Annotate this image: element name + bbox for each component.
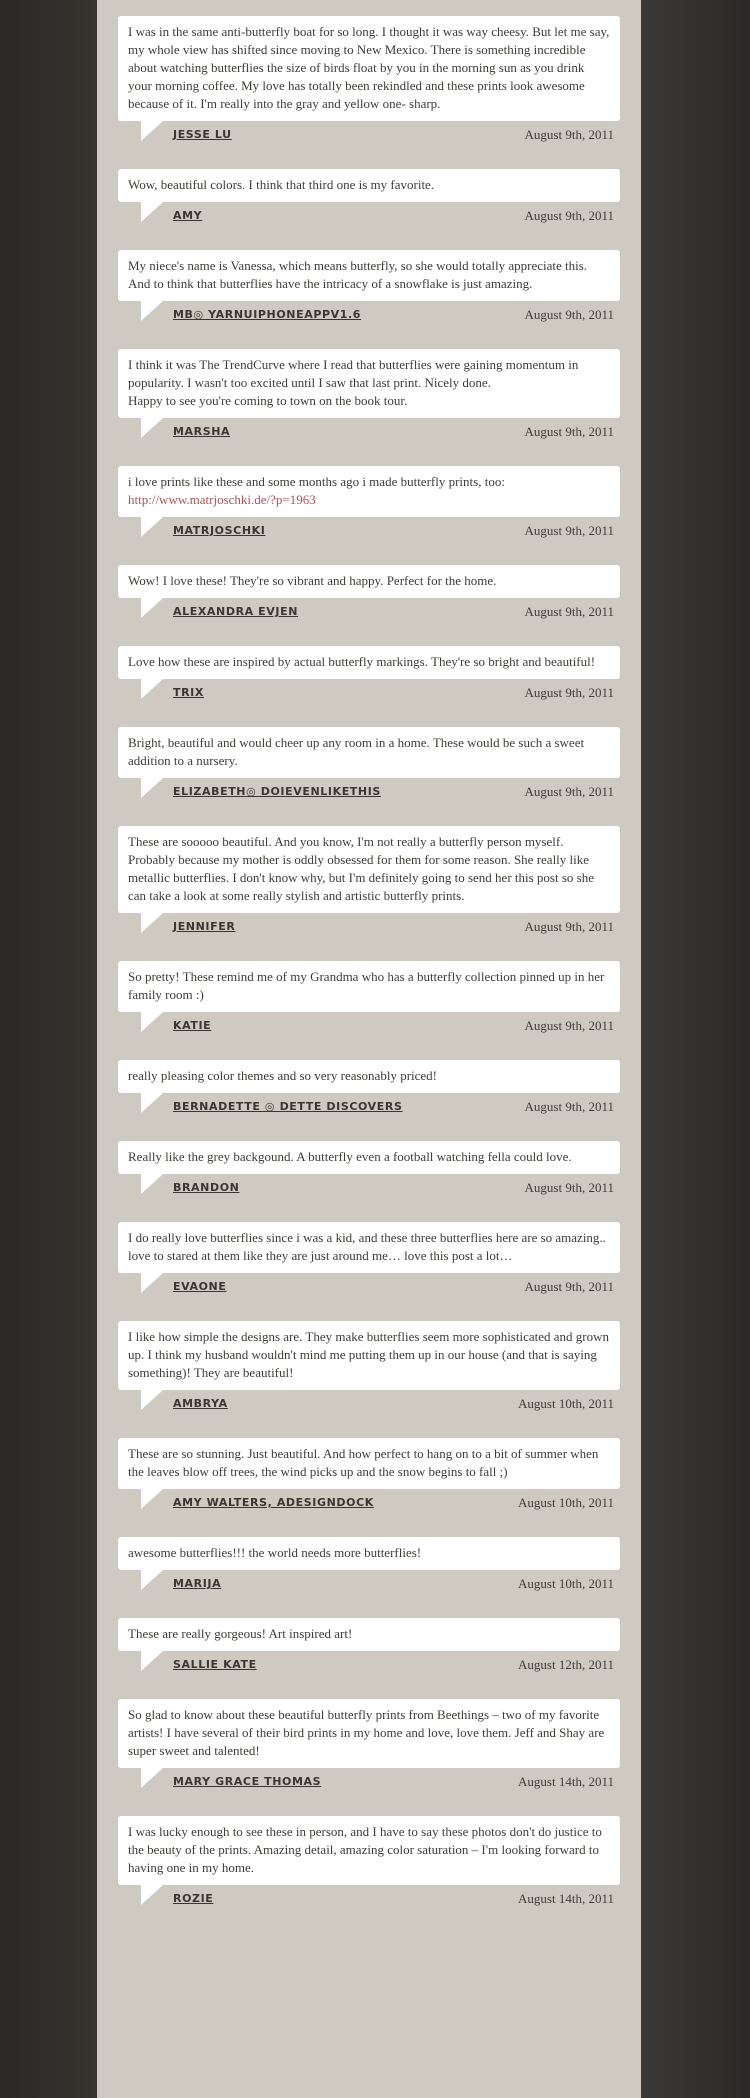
comment-bubble (118, 169, 620, 202)
comment-author-link[interactable]: MB◎ YARNUIPHONEAPPV1.6 (173, 308, 362, 321)
comment-date: August 9th, 2011 (524, 1180, 614, 1195)
comment-item (118, 16, 620, 155)
comment-meta (118, 1012, 620, 1046)
comment-date: August 14th, 2011 (518, 1891, 614, 1906)
comment-author-link[interactable]: MARSHA (173, 425, 231, 438)
comment-meta (118, 679, 620, 713)
speech-tail-icon (141, 121, 163, 141)
speech-tail-icon (141, 1012, 163, 1032)
comment-meta (118, 1174, 620, 1208)
comment-meta (118, 1489, 620, 1523)
comment-date: August 9th, 2011 (524, 685, 614, 700)
speech-tail-icon (141, 517, 163, 537)
comment-item (118, 1222, 620, 1307)
comment-author-link[interactable]: MARIJA (173, 1577, 222, 1590)
comment-item (118, 1438, 620, 1523)
comment-author-link[interactable]: BRANDON (173, 1181, 240, 1194)
comment-date: August 9th, 2011 (524, 307, 614, 322)
comment-bubble (118, 1321, 620, 1390)
comment-bubble (118, 1537, 620, 1570)
comment-author-link[interactable]: ROZIE (173, 1892, 214, 1905)
comment-date: August 9th, 2011 (524, 523, 614, 538)
speech-tail-icon (141, 1273, 163, 1293)
speech-tail-icon (141, 1174, 163, 1194)
comment-date: August 14th, 2011 (518, 1774, 614, 1789)
comment-author-link[interactable]: EVAONE (173, 1280, 227, 1293)
comment-bubble (118, 1618, 620, 1651)
comment-item (118, 1321, 620, 1424)
comment-date: August 9th, 2011 (524, 1099, 614, 1114)
comment-author-link[interactable]: BERNADETTE ◎ DETTE DISCOVERS (173, 1100, 403, 1113)
comment-text: I was in the same anti-butterfly boat for so long. I thought it was way cheesy. But let me say, my whole view has shifted since moving to New Mexico. There is something incredible about watching butterflies the size of birds float by you in the morning sun as you drink your morning coffee. My love has totally been rekindled and these prints look awesome because of it. I'm really into the gray and yellow one- sharp. (128, 24, 610, 111)
comment-text: Wow, beautiful colors. I think that third one is my favorite. (128, 177, 435, 192)
comment-meta (118, 202, 620, 236)
comment-author-link[interactable]: MARY GRACE THOMAS (173, 1775, 322, 1788)
comment-meta (118, 1768, 620, 1802)
comment-text: My niece's name is Vanessa, which means butterfly, so she would totally appreciate this. And to think that butterflies have the intricacy of a snowflake is just amazing. (128, 258, 588, 291)
comment-item (118, 727, 620, 812)
comment-bubble (118, 16, 620, 121)
comment-date: August 9th, 2011 (524, 919, 614, 934)
comment-text: I was lucky enough to see these in person, and I have to say these photos don't do justice to the beauty of the prints. Amazing detail, amazing color saturation – I'm looking forward to having one in my home. (128, 1824, 602, 1875)
comment-item (118, 826, 620, 947)
speech-tail-icon (141, 778, 163, 798)
comment-text: So pretty! These remind me of my Grandma who has a butterfly collection pinned up in her family room :) (128, 969, 605, 1002)
comment-bubble (118, 961, 620, 1012)
speech-tail-icon (141, 679, 163, 699)
comment-item (118, 565, 620, 632)
comment-bubble (118, 1816, 620, 1885)
comment-bubble (118, 565, 620, 598)
comment-item (118, 466, 620, 551)
comment-author-link[interactable]: AMBRYA (173, 1397, 228, 1410)
comment-text: I like how simple the designs are. They make butterflies seem more sophisticated and grown up. I think my husband wouldn't mind me putting them up in our house (and that is saying something)! They are beautiful! (128, 1329, 609, 1380)
comment-bubble (118, 1141, 620, 1174)
comment-meta (118, 598, 620, 632)
comment-bubble (118, 1699, 620, 1768)
comment-date: August 9th, 2011 (524, 604, 614, 619)
comment-item (118, 646, 620, 713)
comment-text: I think it was The TrendCurve where I read that butterflies were gaining momentum in popularity. I wasn't too excited until I saw that last print. Nicely done. Happy to see you're coming to town on the book tour. (128, 357, 579, 408)
comment-meta (118, 1273, 620, 1307)
comment-author-link[interactable]: KATIE (173, 1019, 212, 1032)
comment-text: really pleasing color themes and so very reasonably priced! (128, 1068, 437, 1083)
comment-item (118, 1699, 620, 1802)
comment-meta (118, 1390, 620, 1424)
comment-bubble (118, 646, 620, 679)
comment-text: I do really love butterflies since i was a kid, and these three butterflies here are so amazing.. love to stared at them like they are just around me… love this post a lot… (128, 1230, 606, 1263)
comment-bubble (118, 1222, 620, 1273)
comment-text: These are really gorgeous! Art inspired art! (128, 1626, 353, 1641)
comment-list (118, 16, 620, 1933)
comment-meta (118, 517, 620, 551)
comment-author-link[interactable]: ELIZABETH◎ DOIEVENLIKETHIS (173, 785, 381, 798)
comment-meta (118, 1093, 620, 1127)
comment-item (118, 1537, 620, 1604)
comment-text: Wow! I love these! They're so vibrant and happy. Perfect for the home. (128, 573, 497, 588)
comment-date: August 10th, 2011 (518, 1396, 614, 1411)
comment-meta (118, 301, 620, 335)
comment-bubble (118, 349, 620, 418)
comment-text: Bright, beautiful and would cheer up any room in a home. These would be such a sweet addition to a nursery. (128, 735, 585, 768)
comment-author-link[interactable]: TRIX (173, 686, 204, 699)
comment-meta (118, 1885, 620, 1919)
comment-meta (118, 778, 620, 812)
comment-date: August 9th, 2011 (524, 784, 614, 799)
speech-tail-icon (141, 1651, 163, 1671)
comment-bubble (118, 1438, 620, 1489)
comment-date: August 9th, 2011 (524, 424, 614, 439)
speech-tail-icon (141, 1093, 163, 1113)
comment-text: i love prints like these and some months ago i made butterfly prints, too: (128, 474, 505, 489)
comment-meta (118, 1651, 620, 1685)
comment-date: August 10th, 2011 (518, 1495, 614, 1510)
comment-bubble (118, 250, 620, 301)
comment-meta (118, 418, 620, 452)
speech-tail-icon (141, 1885, 163, 1905)
comment-bubble (118, 727, 620, 778)
background-right (641, 0, 750, 2098)
background-left (0, 0, 97, 2098)
comment-item (118, 1060, 620, 1127)
comment-date: August 9th, 2011 (524, 1018, 614, 1033)
speech-tail-icon (141, 1489, 163, 1509)
comment-bubble (118, 1060, 620, 1093)
comment-author-link[interactable]: AMY WALTERS, ADESIGNDOCK (173, 1496, 374, 1509)
speech-tail-icon (141, 301, 163, 321)
comment-item (118, 349, 620, 452)
comment-date: August 9th, 2011 (524, 127, 614, 142)
comment-text: Really like the grey backgound. A butterfly even a football watching fella could love. (128, 1149, 572, 1164)
comment-text: awesome butterflies!!! the world needs more butterflies! (128, 1545, 422, 1560)
comment-item (118, 1816, 620, 1919)
speech-tail-icon (141, 598, 163, 618)
speech-tail-icon (141, 1768, 163, 1788)
comment-item (118, 250, 620, 335)
comment-text: These are so stunning. Just beautiful. And how perfect to hang on to a bit of summer when the leaves blow off trees, the wind picks up and the snow begins to fall ;) (128, 1446, 599, 1479)
comment-author-link[interactable]: AMY (173, 209, 203, 222)
comment-author-link[interactable]: MATRJOSCHKI (173, 524, 266, 537)
comment-author-link[interactable]: ALEXANDRA EVJEN (173, 605, 299, 618)
comment-item (118, 1141, 620, 1208)
comment-meta (118, 121, 620, 155)
comment-author-link[interactable]: JENNIFER (173, 920, 236, 933)
comment-author-link[interactable]: JESSE LU (173, 128, 232, 141)
comments-column (97, 0, 641, 2098)
comment-bubble (118, 826, 620, 913)
comment-item (118, 169, 620, 236)
comment-meta (118, 1570, 620, 1604)
comment-bubble (118, 466, 620, 517)
comment-date: August 9th, 2011 (524, 208, 614, 223)
speech-tail-icon (141, 418, 163, 438)
comment-date: August 12th, 2011 (518, 1657, 614, 1672)
speech-tail-icon (141, 1570, 163, 1590)
comment-item (118, 961, 620, 1046)
comment-text: Love how these are inspired by actual butterfly markings. They're so bright and beautiful! (128, 654, 596, 669)
comment-text: So glad to know about these beautiful butterfly prints from Beethings – two of my favorite artists! I have several of their bird prints in my home and love, love them. Jeff and Shay are super sweet and talented! (128, 1707, 605, 1758)
comment-date: August 10th, 2011 (518, 1576, 614, 1591)
comment-date: August 9th, 2011 (524, 1279, 614, 1294)
speech-tail-icon (141, 202, 163, 222)
speech-tail-icon (141, 913, 163, 933)
speech-tail-icon (141, 1390, 163, 1410)
comment-item (118, 1618, 620, 1685)
comment-link[interactable]: http://www.matrjoschki.de/?p=1963 (128, 492, 316, 507)
comment-text: These are sooooo beautiful. And you know, I'm not really a butterfly person myself. Probably because my mother is oddly obsessed for them for some reason. She really like metallic butterflies. I don't know why, but I'm definitely going to send her this post so she can take a look at some really stylish and artistic butterfly prints. (128, 834, 594, 903)
comment-author-link[interactable]: SALLIE KATE (173, 1658, 257, 1671)
comment-meta (118, 913, 620, 947)
